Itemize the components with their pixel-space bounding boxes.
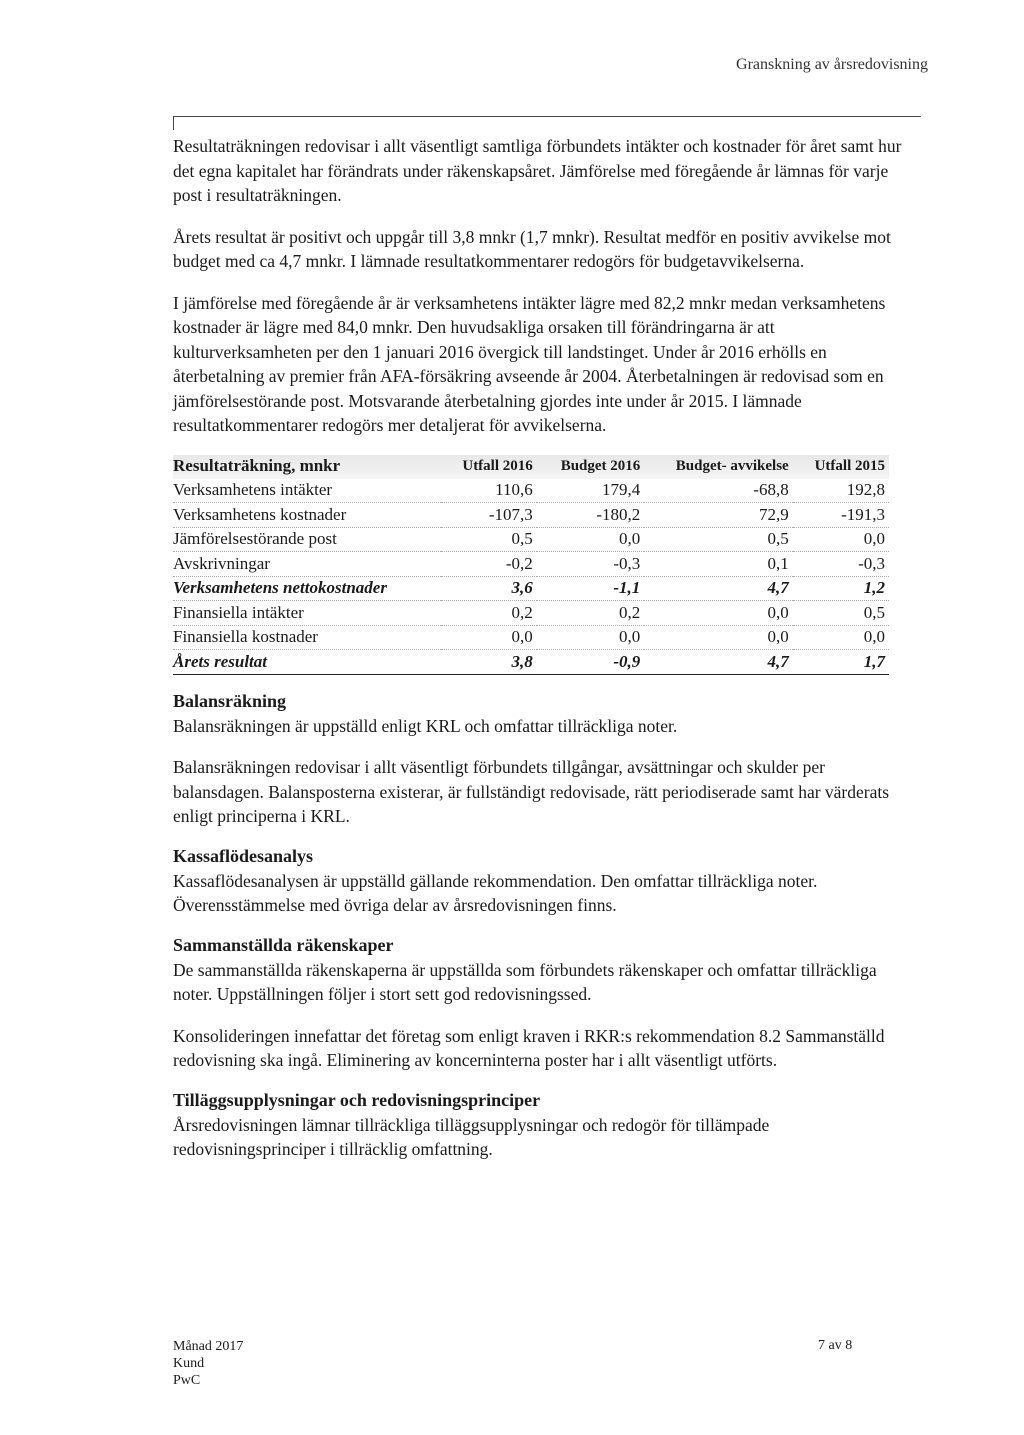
table-cell: 3,8 — [441, 650, 537, 675]
row-label: Verksamhetens nettokostnader — [173, 576, 441, 601]
table-header-row — [173, 455, 889, 479]
table-row — [173, 527, 889, 552]
table-cell: 3,6 — [441, 576, 537, 601]
row-label: Verksamhetens kostnader — [173, 503, 441, 528]
table-row — [173, 479, 889, 503]
body-paragraph: Årsredovisningen lämnar tillräckliga tilläggsupplysningar och redogör för tillämpade redovisningsprinciper i tillräcklig omfattning. — [173, 1114, 770, 1159]
table-cell: 0,0 — [793, 527, 889, 552]
header-divider-tick — [173, 116, 174, 130]
row-label: Finansiella kostnader — [173, 625, 441, 650]
section-heading: Sammanställda räkenskaper — [173, 934, 394, 955]
body-paragraph: Balansräkningen redovisar i allt väsentligt förbundets tillgångar, avsättningar och skulder per balansdagen. Balansposterna existerar, är fullständigt redovisade, rätt periodiserade samt har värderats enligt principerna i KRL. — [173, 757, 890, 826]
table-cell: 72,9 — [644, 503, 792, 528]
table-cell: 1,2 — [793, 576, 889, 601]
table-cell: -107,3 — [441, 503, 537, 528]
body-paragraph: I jämförelse med föregående år är verksamhetens intäkter lägre med 82,2 mnkr medan verksamhetens kostnader är lägre med 84,0 mnkr. Den huvudsakliga orsaken till förändringarna är att kulturverksamheten per den 1 januari 2016 övergick till landstinget. Under år 2016 erhölls en återbetalning av premier från AFA-försäkring avseende år 2004. Återbetalningen är redovisad som en jämförelsestörande post. Motsvarande återbetalning gjordes inte under år 2015. I lämnade resultatkommentarer redogörs mer detaljerat för avvikelserna. — [173, 292, 886, 435]
footer-date: Månad 2017 — [173, 1339, 244, 1354]
section-heading: Kassaflödesanalys — [173, 845, 314, 866]
footer-client: Kund — [173, 1356, 205, 1371]
body-paragraph: Balansräkningen är uppställd enligt KRL och omfattar tillräckliga noter. — [173, 715, 678, 736]
table-cell: 4,7 — [644, 650, 792, 675]
footer-info — [173, 1338, 243, 1389]
column-header: Utfall 2016 — [441, 455, 537, 479]
table-cell: 0,5 — [441, 527, 537, 552]
table-cell: 0,0 — [537, 527, 645, 552]
income-statement-table — [173, 455, 889, 675]
table-cell: -68,8 — [644, 479, 792, 503]
table-cell: 110,6 — [441, 479, 537, 503]
table-cell: 179,4 — [537, 479, 645, 503]
table-body — [173, 479, 889, 675]
column-header: Budget- avvikelse — [644, 455, 792, 479]
body-paragraph: Årets resultat är positivt och uppgår till 3,8 mnkr (1,7 mnkr). Resultat medför en positiv avvikelse mot budget med ca 4,7 mnkr. I lämnade resultatkommentarer redogörs för budgetavvikelserna. — [173, 226, 891, 271]
row-label: Verksamhetens intäkter — [173, 479, 441, 503]
table-cell: 1,7 — [793, 650, 889, 675]
section-heading: Tilläggsupplysningar och redovisningsprinciper — [173, 1089, 541, 1110]
table-cell: 0,1 — [644, 552, 792, 577]
table-cell: 0,5 — [793, 601, 889, 626]
row-label: Finansiella intäkter — [173, 601, 441, 626]
table-cell: 0,0 — [441, 625, 537, 650]
table-row — [173, 552, 889, 577]
table-cell: 0,0 — [793, 625, 889, 650]
footer-firm: PwC — [173, 1373, 201, 1388]
table-row — [173, 503, 889, 528]
table-cell: -1,1 — [537, 576, 645, 601]
table-cell: 0,5 — [644, 527, 792, 552]
intro-paragraphs — [173, 134, 913, 438]
table-row — [173, 625, 889, 650]
table-title-header: Resultaträkning, mnkr — [173, 455, 441, 479]
section-heading: Balansräkning — [173, 690, 287, 711]
running-header: Granskning av årsredovisning — [736, 56, 928, 73]
table-cell: -0,3 — [793, 552, 889, 577]
row-label: Jämförelsestörande post — [173, 527, 441, 552]
table-row — [173, 601, 889, 626]
table-cell: -180,2 — [537, 503, 645, 528]
report-sections — [173, 691, 913, 1162]
row-label: Avskrivningar — [173, 552, 441, 577]
table-cell: 0,0 — [537, 625, 645, 650]
body-paragraph: Resultaträkningen redovisar i allt väsentligt samtliga förbundets intäkter och kostnader för året samt hur det egna kapitalet har förändrats under räkenskapsåret. Jämförelse med föregående år lämnas för varje post i resultaträkningen. — [173, 136, 902, 205]
row-label: Årets resultat — [173, 650, 441, 675]
table-cell: 0,2 — [441, 601, 537, 626]
header-divider — [173, 116, 921, 117]
table-cell: -0,2 — [441, 552, 537, 577]
page-number: 7 av 8 — [818, 1338, 853, 1353]
table-cell: -0,9 — [537, 650, 645, 675]
table-cell: 192,8 — [793, 479, 889, 503]
table-cell: 0,0 — [644, 625, 792, 650]
column-header: Utfall 2015 — [793, 455, 889, 479]
table-cell: 4,7 — [644, 576, 792, 601]
table-cell: -191,3 — [793, 503, 889, 528]
table-cell: -0,3 — [537, 552, 645, 577]
body-paragraph: Kassaflödesanalysen är uppställd gällande rekommendation. Den omfattar tillräckliga noter. Överensstämmelse med övriga delar av årsredovisningen finns. — [173, 870, 818, 915]
table-cell: 0,0 — [644, 601, 792, 626]
column-header: Budget 2016 — [537, 455, 645, 479]
body-paragraph: De sammanställda räkenskaperna är uppställda som förbundets räkenskaper och omfattar tillräckliga noter. Uppställningen följer i stort sett god redovisningssed. — [173, 959, 877, 1004]
table-cell: 0,2 — [537, 601, 645, 626]
table-row — [173, 650, 889, 675]
body-paragraph: Konsolideringen innefattar det företag som enligt kraven i RKR:s rekommendation 8.2 Sammanställd redovisning ska ingå. Eliminering av koncerninterna poster har i allt väsentligt utförts. — [173, 1025, 885, 1070]
table-row — [173, 576, 889, 601]
document-body — [173, 134, 913, 1179]
